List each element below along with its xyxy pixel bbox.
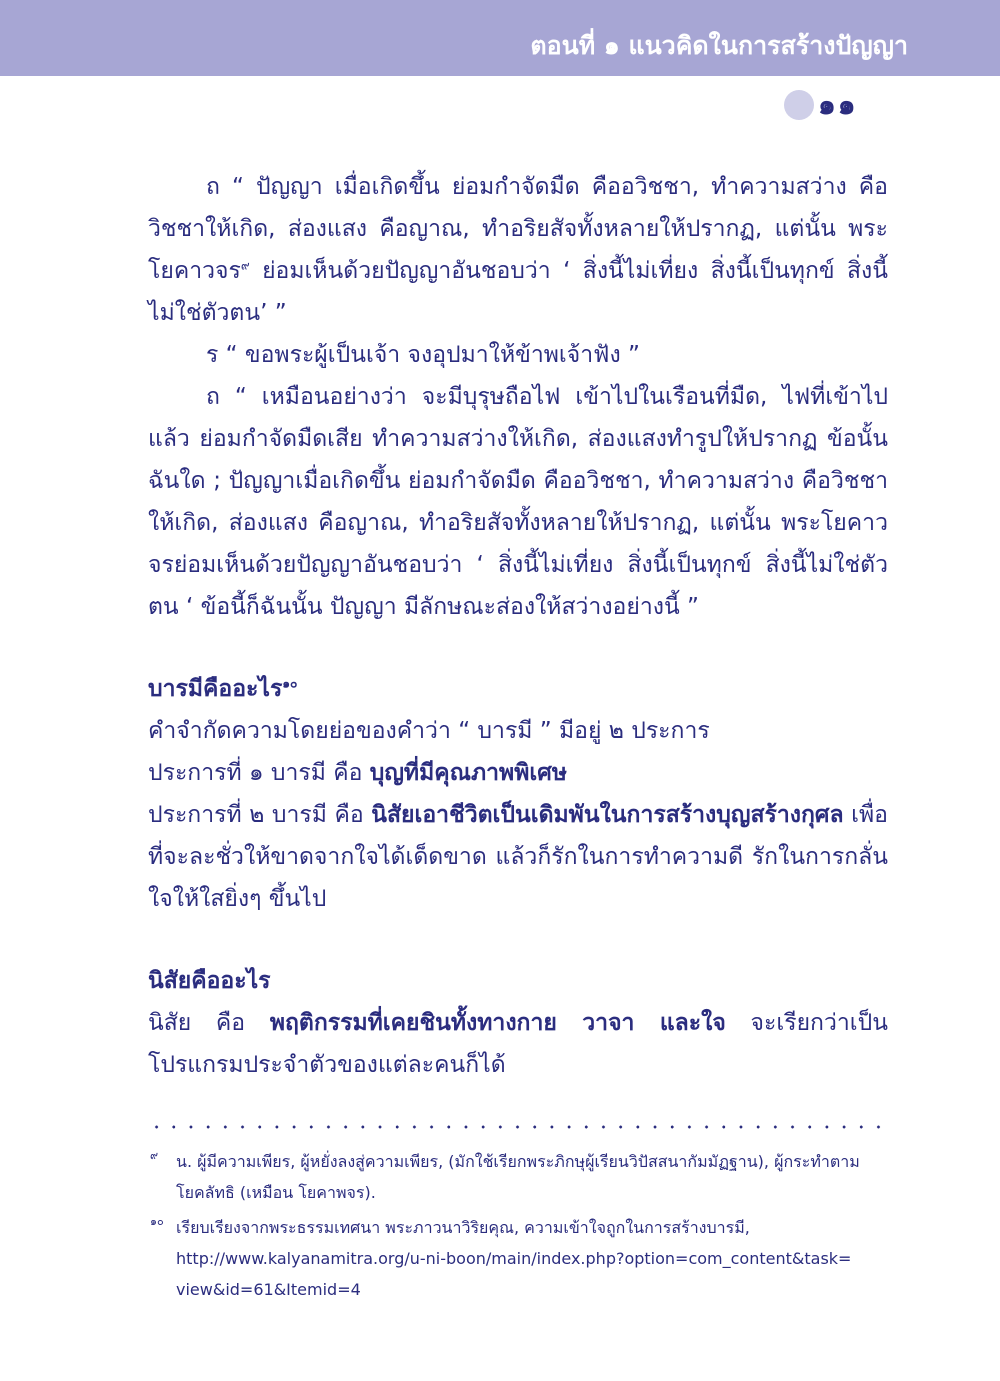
nisai-definition bbox=[148, 1002, 888, 1086]
footnote-ref-10: ๑๐ bbox=[282, 676, 298, 691]
page-number-circle bbox=[784, 90, 814, 120]
footnote-url-line-1[interactable]: http://www.kalyanamitra.org/u-ni-boon/main/index.php?option=com_content&task= bbox=[176, 1249, 852, 1268]
footnote-10 bbox=[148, 1212, 888, 1305]
main-content bbox=[148, 166, 888, 1086]
paragraph-1-text: ถ “ ปัญญา เมื่อเกิดขึ้น ย่อมกำจัดมืด คืออวิชชา, ทำความสว่าง คือ วิชชาให้เกิด, ส่องแสง คือญาณ, ทำอริยสัจทั้งหลายให้ปรากฏ, แต่นั้น พระโยคาวจร bbox=[148, 174, 888, 284]
footnotes bbox=[148, 1146, 888, 1309]
barami-point-2-prefix: ประการที่ ๒ บารมี คือ bbox=[148, 802, 372, 828]
barami-point-2 bbox=[148, 794, 888, 920]
section-heading-barami-text: บารมีคืออะไร bbox=[148, 676, 283, 702]
footnote-9 bbox=[148, 1146, 888, 1208]
paragraph-3: ถ “ เหมือนอย่างว่า จะมีบุรุษถือไฟ เข้าไปในเรือนที่มืด, ไฟที่เข้าไปแล้ว ย่อมกำจัดมืดเสีย ทำความสว่างให้เกิด, ส่องแสงทำรูปให้ปรากฏ ข้อนั้นฉันใด ; ปัญญาเมื่อเกิดขึ้น ย่อมกำจัดมืด คืออวิชชา, ทำความสว่าง คือวิชชาให้เกิด, ส่องแสง คือญาณ, ทำอริยสัจทั้งหลายให้ปรากฏ, แต่นั้น พระโยคาวจรย่อมเห็นด้วยปัญญาอันชอบว่า ‘ สิ่งนี้ไม่เที่ยง สิ่งนี้เป็นทุกข์ สิ่งนี้ไม่ใช่ตัวตน ‘ ข้อนี้ก็ฉันนั้น ปัญญา มีลักษณะส่องให้สว่างอย่างนี้ ” bbox=[148, 384, 888, 620]
footnote-mark: ๙ bbox=[150, 1149, 159, 1162]
paragraph-2: ร “ ขอพระผู้เป็นเจ้า จงอุปมาให้ข้าพเจ้าฟัง ” bbox=[206, 342, 640, 368]
page-number bbox=[784, 89, 858, 121]
barami-point-1-bold: บุญที่มีคุณภาพพิเศษ bbox=[369, 760, 567, 786]
footnote-mark: ๑๐ bbox=[150, 1215, 164, 1228]
footnote-divider bbox=[148, 1122, 888, 1132]
paragraph-1 bbox=[148, 166, 888, 334]
chapter-title: ตอนที่ ๑ แนวคิดในการสร้างปัญญา bbox=[530, 31, 908, 60]
barami-point-2-bold: นิสัยเอาชีวิตเป็นเดิมพันในการสร้างบุญสร้างกุศล bbox=[371, 802, 844, 828]
section-heading-barami bbox=[148, 668, 888, 710]
header-bar bbox=[0, 0, 1000, 76]
footnote-text: น. ผู้มีความเพียร, ผู้หยั่งลงสู่ความเพียร, (มักใช้เรียกพระภิกษุผู้เรียนวิปัสสนากัมมัฏฐาน), ผู้กระทำตามโยคลัทธิ (เหมือน โยคาพจร). bbox=[176, 1152, 860, 1202]
barami-point-1 bbox=[148, 752, 888, 794]
nisai-bold: พฤติกรรมที่เคยชินทั้งทางกาย วาจา และใจ bbox=[269, 1010, 726, 1036]
paragraph-1-end: ย่อมเห็นด้วยปัญญาอันชอบว่า ‘ สิ่งนี้ไม่เที่ยง สิ่งนี้เป็นทุกข์ สิ่งนี้ไม่ใช่ตัวตน’ ” bbox=[148, 258, 888, 326]
barami-definition-intro: คำจำกัดความโดยย่อของคำว่า “ บารมี ” มีอยู่ ๒ ประการ bbox=[148, 718, 710, 744]
footnote-ref-9: ๙ bbox=[240, 258, 250, 273]
page-number-text: ๑๑ bbox=[818, 88, 858, 121]
nisai-rest: จะเรียกว่าเป็นโปรแกรมประจำตัวของแต่ละคนก็ได้ bbox=[148, 1010, 888, 1078]
barami-point-1-prefix: ประการที่ ๑ บารมี คือ bbox=[148, 760, 370, 786]
footnote-url-line-2[interactable]: view&id=61&Itemid=4 bbox=[176, 1280, 361, 1299]
section-heading-nisai: นิสัยคืออะไร bbox=[148, 968, 271, 994]
nisai-prefix: นิสัย คือ bbox=[148, 1010, 270, 1036]
barami-point-2-rest: เพื่อที่จะละชั่วให้ขาดจากใจได้เด็ดขาด แล้วก็รักในการทำความดี รักในการกลั่นใจให้ใสยิ่งๆ ขึ้นไป bbox=[148, 802, 888, 912]
footnote-text: เรียบเรียงจากพระธรรมเทศนา พระภาวนาวิริยคุณ, ความเข้าใจถูกในการสร้างบารมี, bbox=[176, 1218, 750, 1237]
